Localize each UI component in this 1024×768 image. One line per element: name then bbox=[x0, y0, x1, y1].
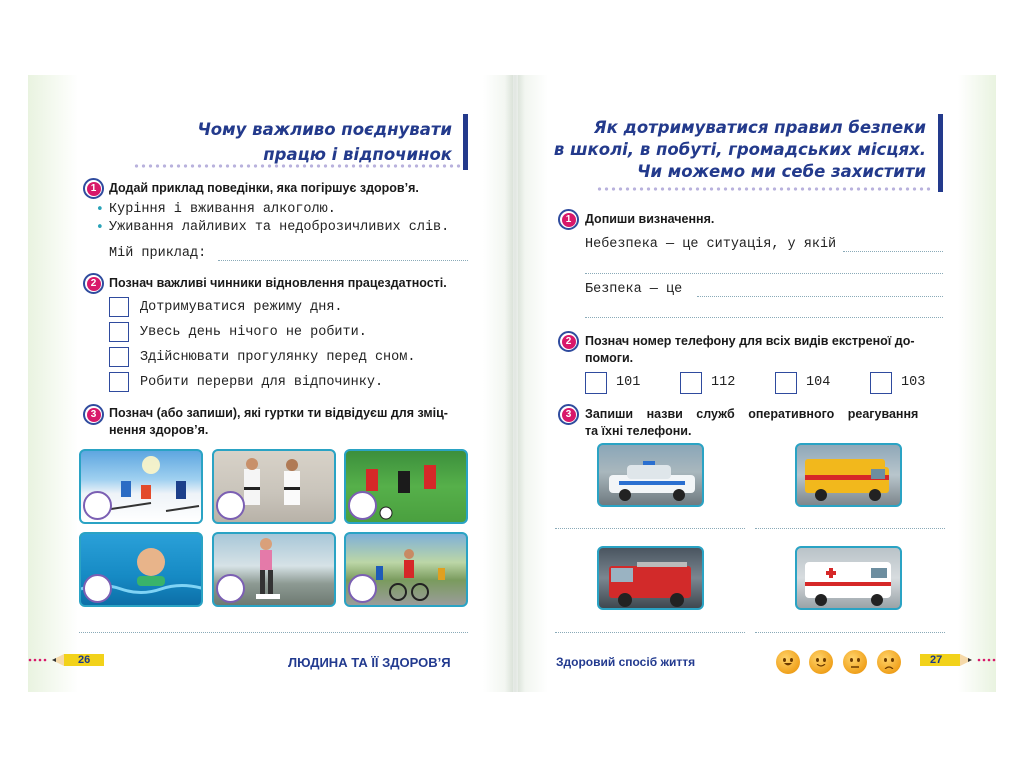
right-title-line3: Чи можемо ми себе захистити bbox=[637, 162, 926, 181]
left-q2-checkbox-1[interactable] bbox=[109, 297, 129, 317]
photo-gas-service-van bbox=[795, 443, 902, 507]
left-q2-checkbox-2[interactable] bbox=[109, 322, 129, 342]
right-q2-checkbox-104[interactable] bbox=[775, 372, 797, 394]
right-q1-answer-line-2a[interactable] bbox=[697, 296, 943, 297]
bullet-dot: • bbox=[96, 220, 104, 235]
right-page-number: 27 bbox=[930, 654, 943, 666]
smiley-laughing-icon[interactable] bbox=[776, 650, 800, 674]
left-q1-answer-line[interactable] bbox=[218, 260, 468, 261]
left-footer-title: ЛЮДИНА ТА ЇЇ ЗДОРОВ’Я bbox=[288, 655, 451, 670]
photo-karate-mark-circle[interactable] bbox=[216, 491, 245, 520]
right-q2-checkbox-112[interactable] bbox=[680, 372, 702, 394]
left-q3-text bbox=[109, 405, 469, 439]
photo-police-car bbox=[597, 443, 704, 507]
right-title-bar bbox=[938, 114, 943, 192]
left-q1-bullet-1: Куріння і вживання алкоголю. bbox=[109, 202, 336, 217]
left-page-title bbox=[160, 117, 452, 167]
right-q3-answer-line-3[interactable] bbox=[555, 632, 745, 633]
smiley-sad-icon[interactable] bbox=[877, 650, 901, 674]
gas-service-van-illustration bbox=[797, 445, 902, 507]
ambulance-illustration bbox=[797, 548, 902, 610]
right-q2-number: 2 bbox=[558, 331, 579, 352]
right-q3-text-line2: та їхні телефони. bbox=[585, 424, 692, 438]
left-title-dots bbox=[133, 164, 461, 168]
police-car-illustration bbox=[599, 445, 704, 507]
right-q1-definition-2: Безпека — це bbox=[585, 282, 683, 297]
left-q3-answer-line[interactable] bbox=[79, 632, 468, 633]
photo-roller-skating-mark-circle[interactable] bbox=[216, 574, 245, 603]
left-title-line2: працю і відпочинок bbox=[263, 145, 452, 164]
right-q1-answer-line-2b[interactable] bbox=[585, 317, 943, 318]
smiley-neutral-icon[interactable] bbox=[843, 650, 867, 674]
left-q3-number: 3 bbox=[83, 404, 104, 425]
left-q3-text-line2: нення здоров’я. bbox=[109, 423, 209, 437]
photo-skiing-mark-circle[interactable] bbox=[83, 491, 112, 520]
book-spine bbox=[505, 75, 525, 692]
photo-skiing bbox=[79, 449, 203, 524]
right-q2-text-line1: Познач номер телефону для всіх видів екстреної до- bbox=[585, 334, 915, 348]
left-q1-bullet-2: Уживання лайливих та недоброзичливих слів. bbox=[109, 220, 450, 235]
left-q2-checkbox-3[interactable] bbox=[109, 347, 129, 367]
right-footer-title: Здоровий спосіб життя bbox=[556, 655, 696, 669]
left-q2-number: 2 bbox=[83, 273, 104, 294]
photo-cycling bbox=[344, 532, 468, 607]
left-q2-option-1: Дотримуватися режиму дня. bbox=[140, 300, 343, 315]
left-q2-text: Познач важливі чинники відновлення працездатності. bbox=[109, 276, 447, 290]
right-q3-answer-line-4[interactable] bbox=[755, 632, 945, 633]
left-q3-text-line1: Познач (або запиши), які гуртки ти відвідуєш для змiц- bbox=[109, 406, 448, 420]
smiley-happy-icon[interactable] bbox=[809, 650, 833, 674]
fire-truck-illustration bbox=[599, 548, 704, 610]
left-q1-my-example-label: Мій приклад: bbox=[109, 246, 207, 261]
right-q1-definition-1: Небезпека — це ситуація, у якій bbox=[585, 237, 837, 252]
photo-swimming bbox=[79, 532, 203, 607]
photo-ambulance bbox=[795, 546, 902, 610]
right-q3-number: 3 bbox=[558, 404, 579, 425]
right-title-line2: в школі, в побуті, громадських місцях. bbox=[553, 140, 926, 159]
right-q2-checkbox-101[interactable] bbox=[585, 372, 607, 394]
right-q3-answer-line-1[interactable] bbox=[555, 528, 745, 529]
right-q2-phone-112: 112 bbox=[711, 375, 736, 390]
right-q2-phone-101: 101 bbox=[616, 375, 641, 390]
photo-karate bbox=[212, 449, 336, 524]
right-q2-checkbox-103[interactable] bbox=[870, 372, 892, 394]
left-q2-option-4: Робити перерви для відпочинку. bbox=[140, 375, 384, 390]
left-page-number: 26 bbox=[78, 654, 91, 666]
right-page-title bbox=[540, 117, 926, 183]
right-q1-answer-line-1b[interactable] bbox=[585, 273, 943, 274]
pencil-page-tab-left bbox=[28, 653, 104, 667]
left-q1-number: 1 bbox=[83, 178, 104, 199]
right-q1-answer-line-1a[interactable] bbox=[843, 251, 943, 252]
right-q2-text bbox=[585, 333, 945, 367]
photo-cycling-mark-circle[interactable] bbox=[348, 574, 377, 603]
photo-fire-truck bbox=[597, 546, 704, 610]
right-q2-text-line2: помоги. bbox=[585, 351, 634, 365]
photo-football-mark-circle[interactable] bbox=[348, 491, 377, 520]
right-q2-phone-104: 104 bbox=[806, 375, 831, 390]
right-title-line1: Як дотримуватися правил безпеки bbox=[593, 118, 926, 137]
photo-swimming-mark-circle[interactable] bbox=[83, 574, 112, 603]
right-title-dots bbox=[596, 187, 934, 191]
left-q1-text: Додай приклад поведінки, яка погіршує здоров’я. bbox=[109, 181, 419, 195]
right-q3-text-line1: Запиши назви служб оперативного реагування bbox=[585, 407, 919, 421]
left-title-line1: Чому важливо поєднувати bbox=[197, 120, 452, 139]
left-title-bar bbox=[463, 114, 468, 170]
right-q2-phone-103: 103 bbox=[901, 375, 926, 390]
photo-football bbox=[344, 449, 468, 524]
right-q1-text: Допиши визначення. bbox=[585, 212, 715, 226]
right-q3-answer-line-2[interactable] bbox=[755, 528, 945, 529]
left-q2-option-3: Здійснювати прогулянку перед сном. bbox=[140, 350, 416, 365]
right-q1-number: 1 bbox=[558, 209, 579, 230]
left-q2-option-2: Увесь день нічого не робити. bbox=[140, 325, 367, 340]
left-q2-checkbox-4[interactable] bbox=[109, 372, 129, 392]
right-q3-text bbox=[585, 406, 945, 440]
bullet-dot: • bbox=[96, 202, 104, 217]
photo-roller-skating bbox=[212, 532, 336, 607]
